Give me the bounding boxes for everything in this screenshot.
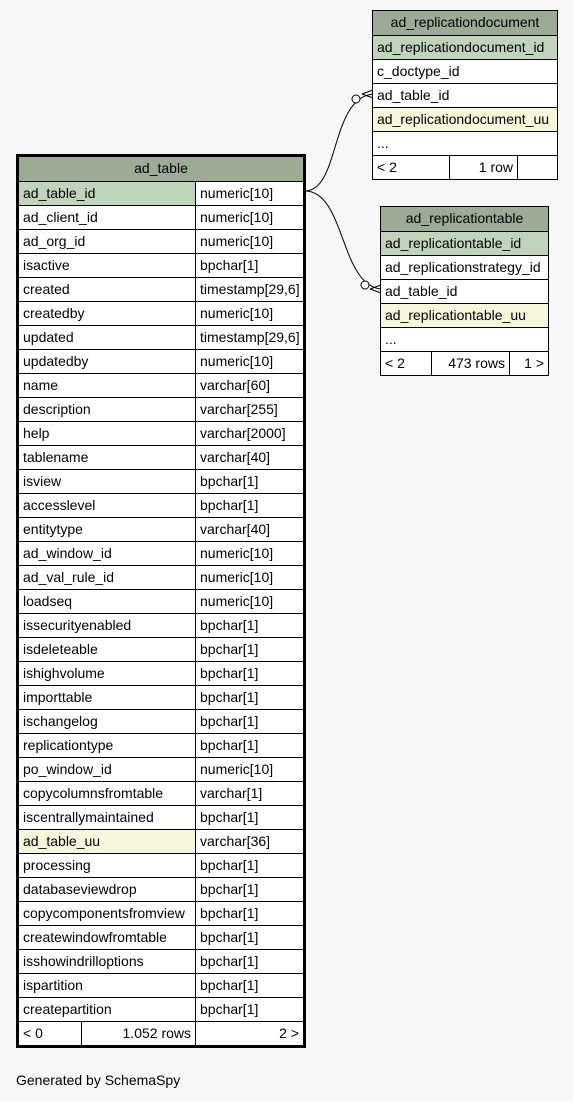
column-type: bpchar[1]: [195, 686, 303, 709]
column-row[interactable]: [19, 301, 303, 325]
column-name: loadseq: [23, 593, 73, 609]
parents-count[interactable]: < 2: [377, 159, 397, 175]
column-name: importtable: [23, 689, 93, 705]
column-type: bpchar[1]: [195, 974, 303, 997]
column-name: name: [23, 377, 59, 393]
column-name: databaseviewdrop: [23, 881, 137, 897]
column-type: numeric[10]: [195, 758, 303, 781]
children-count[interactable]: [517, 156, 557, 179]
column-type: numeric[10]: [195, 206, 303, 229]
column-name: ad_replicationdocument_id: [377, 39, 545, 55]
column-row[interactable]: [19, 997, 303, 1021]
generator-credit: Generated by SchemaSpy: [16, 1072, 181, 1088]
column-type: bpchar[1]: [195, 254, 303, 277]
edge-ad_table-to-ad_replicationdocument: [305, 94, 373, 191]
table-footer: [373, 155, 557, 179]
column-type: bpchar[1]: [195, 998, 303, 1021]
column-name: replicationtype: [23, 737, 114, 753]
column-row[interactable]: [381, 231, 548, 255]
column-row[interactable]: [19, 613, 303, 637]
column-row[interactable]: [373, 107, 557, 131]
column-name: processing: [23, 857, 91, 873]
table-header[interactable]: [381, 207, 548, 231]
column-type: varchar[40]: [195, 446, 303, 469]
column-name: isview: [23, 473, 62, 489]
column-name: updatedby: [23, 353, 89, 369]
column-name: iscentrallymaintained: [23, 809, 154, 825]
column-row[interactable]: [19, 733, 303, 757]
column-row[interactable]: [19, 589, 303, 613]
table-ad_replicationtable[interactable]: [380, 206, 549, 376]
column-name: ispartition: [23, 977, 83, 993]
column-type: bpchar[1]: [195, 854, 303, 877]
table-ad_table[interactable]: [16, 154, 306, 1048]
column-row[interactable]: [19, 757, 303, 781]
column-row[interactable]: [19, 469, 303, 493]
column-name: po_window_id: [23, 761, 112, 777]
column-name: ad_replicationtable_uu: [385, 307, 526, 323]
column-row[interactable]: [19, 829, 303, 853]
column-name: updated: [23, 329, 74, 345]
column-name: ad_client_id: [23, 209, 98, 225]
column-row[interactable]: [19, 277, 303, 301]
column-row[interactable]: [19, 973, 303, 997]
column-name: ...: [385, 331, 397, 347]
column-name: ad_replicationtable_id: [385, 235, 522, 251]
row-count: 1.052 rows: [81, 1022, 195, 1045]
column-name: help: [23, 425, 50, 441]
column-row[interactable]: [19, 541, 303, 565]
column-row[interactable]: [19, 397, 303, 421]
column-name: isactive: [23, 257, 70, 273]
children-count[interactable]: 2 >: [195, 1022, 303, 1045]
edge-ad_table-to-ad_replicationtable: [305, 191, 381, 289]
edge-end-marker-replicationdocument: [352, 95, 360, 103]
column-row[interactable]: [373, 59, 557, 83]
column-type: numeric[10]: [195, 542, 303, 565]
column-row[interactable]: [19, 637, 303, 661]
column-row[interactable]: [381, 255, 548, 279]
table-footer: [19, 1021, 303, 1045]
column-row[interactable]: [373, 83, 557, 107]
column-name: ad_table_id: [377, 87, 450, 103]
column-row[interactable]: [19, 901, 303, 925]
column-type: bpchar[1]: [195, 902, 303, 925]
row-count: 473 rows: [431, 352, 509, 375]
column-type: bpchar[1]: [195, 470, 303, 493]
table-header[interactable]: [19, 157, 303, 181]
column-type: varchar[40]: [195, 518, 303, 541]
column-row[interactable]: [19, 229, 303, 253]
table-name: ad_table: [134, 160, 188, 176]
column-name: createdby: [23, 305, 85, 321]
column-type: bpchar[1]: [195, 638, 303, 661]
column-row[interactable]: [19, 325, 303, 349]
column-row[interactable]: [19, 181, 303, 205]
column-name: c_doctype_id: [377, 63, 460, 79]
column-type: numeric[10]: [195, 566, 303, 589]
column-type: bpchar[1]: [195, 710, 303, 733]
parents-count[interactable]: < 0: [23, 1025, 43, 1041]
column-type: varchar[2000]: [195, 422, 303, 445]
column-type: varchar[255]: [195, 398, 303, 421]
column-row[interactable]: [19, 877, 303, 901]
column-row[interactable]: [19, 445, 303, 469]
column-row[interactable]: [19, 925, 303, 949]
column-type: varchar[1]: [195, 782, 303, 805]
column-name: copycolumnsfromtable: [23, 785, 164, 801]
column-type: numeric[10]: [195, 590, 303, 613]
column-name: ad_replicationdocument_uu: [377, 111, 550, 127]
column-row[interactable]: [19, 685, 303, 709]
column-row[interactable]: [19, 517, 303, 541]
column-row[interactable]: [19, 373, 303, 397]
column-name: createpartition: [23, 1001, 112, 1017]
column-type: bpchar[1]: [195, 926, 303, 949]
column-type: varchar[60]: [195, 374, 303, 397]
column-name: ischangelog: [23, 713, 98, 729]
column-name: accesslevel: [23, 497, 96, 513]
column-type: bpchar[1]: [195, 734, 303, 757]
column-name: tablename: [23, 449, 89, 465]
column-type: numeric[10]: [195, 182, 303, 205]
column-row[interactable]: [19, 709, 303, 733]
column-row[interactable]: [19, 565, 303, 589]
column-name: ishighvolume: [23, 665, 105, 681]
table-name: ad_replicationtable: [405, 210, 524, 226]
column-row[interactable]: [19, 421, 303, 445]
column-name: ad_org_id: [23, 233, 86, 249]
column-type: bpchar[1]: [195, 950, 303, 973]
column-name: ad_replicationstrategy_id: [385, 259, 541, 275]
column-type: bpchar[1]: [195, 878, 303, 901]
column-type: numeric[10]: [195, 230, 303, 253]
column-name: ad_table_id: [23, 185, 96, 201]
column-name: copycomponentsfromview: [23, 905, 185, 921]
children-count[interactable]: 1 >: [509, 352, 548, 375]
column-row[interactable]: [19, 805, 303, 829]
column-name: isshowindrilloptions: [23, 953, 144, 969]
column-name: ...: [377, 135, 389, 151]
column-name: ad_val_rule_id: [23, 569, 115, 585]
table-name: ad_replicationdocument: [390, 14, 540, 30]
column-type: varchar[36]: [195, 830, 303, 853]
column-row[interactable]: [19, 205, 303, 229]
column-name: ad_table_id: [385, 283, 458, 299]
column-row[interactable]: [373, 35, 557, 59]
column-name: created: [23, 281, 70, 297]
column-row[interactable]: [381, 279, 548, 303]
column-type: bpchar[1]: [195, 494, 303, 517]
column-type: bpchar[1]: [195, 614, 303, 637]
column-type: bpchar[1]: [195, 806, 303, 829]
column-name: isdeleteable: [23, 641, 98, 657]
table-ad_replicationdocument[interactable]: [372, 10, 558, 180]
column-row[interactable]: [381, 303, 548, 327]
table-footer: [381, 351, 548, 375]
edge-end-marker-replicationtable: [361, 281, 369, 289]
column-name: createwindowfromtable: [23, 929, 167, 945]
column-row[interactable]: [19, 253, 303, 277]
parents-count[interactable]: < 2: [385, 355, 405, 371]
column-type: numeric[10]: [195, 350, 303, 373]
column-row[interactable]: [19, 349, 303, 373]
column-row[interactable]: [373, 131, 557, 155]
column-name: ad_table_uu: [23, 833, 101, 849]
column-name: entitytype: [23, 521, 83, 537]
column-type: numeric[10]: [195, 302, 303, 325]
row-count: 1 row: [449, 156, 517, 179]
column-row[interactable]: [19, 949, 303, 973]
column-type: timestamp[29,6]: [195, 326, 303, 349]
column-name: description: [23, 401, 91, 417]
column-row[interactable]: [19, 661, 303, 685]
column-row[interactable]: [19, 493, 303, 517]
column-type: bpchar[1]: [195, 662, 303, 685]
column-row[interactable]: [19, 781, 303, 805]
column-row[interactable]: [381, 327, 548, 351]
column-type: timestamp[29,6]: [195, 278, 303, 301]
column-name: issecurityenabled: [23, 617, 132, 633]
column-name: ad_window_id: [23, 545, 112, 561]
table-header[interactable]: [373, 11, 557, 35]
column-row[interactable]: [19, 853, 303, 877]
